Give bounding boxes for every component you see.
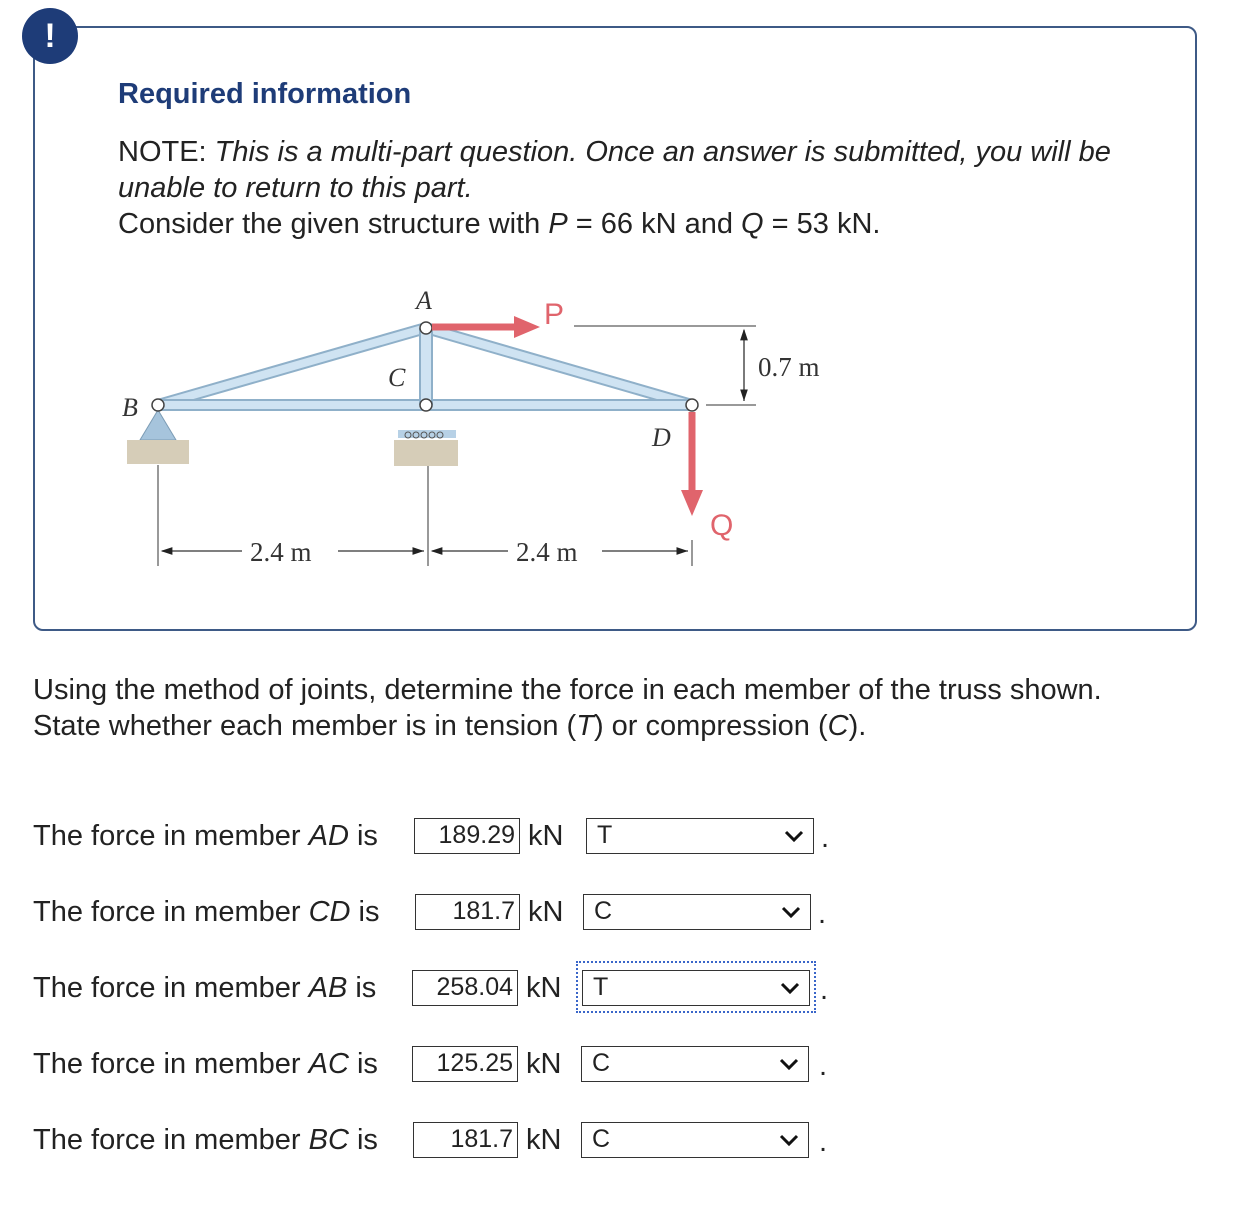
label-d: D — [652, 423, 671, 452]
force-input-cd[interactable]: 181.7 — [415, 894, 520, 930]
joint-c — [420, 399, 432, 411]
joint-b — [152, 399, 164, 411]
answer-row-ab — [33, 968, 883, 1008]
alert-icon: ! — [22, 8, 78, 64]
given-p-value: = 66 kN and — [567, 208, 742, 240]
select-value: C — [592, 1125, 611, 1153]
given-q-symbol: Q — [741, 208, 764, 240]
select-value: T — [597, 821, 613, 849]
answer-label: The force in member BC is — [33, 1124, 378, 1156]
answer-label: The force in member AC is — [33, 1048, 378, 1080]
answer-row-ac — [33, 1044, 883, 1084]
support-c — [394, 430, 458, 466]
unit-label: kN — [526, 1124, 562, 1156]
select-value: C — [592, 1049, 611, 1077]
tension-compression-select-cd[interactable] — [583, 894, 811, 930]
answer-label: The force in member CD is — [33, 896, 380, 928]
label-p: P — [544, 298, 565, 331]
answer-row-bc — [33, 1120, 883, 1160]
force-input-ac[interactable]: 125.25 — [412, 1046, 518, 1082]
given-q-value: = 53 kN. — [763, 208, 881, 240]
dim-height-label: 0.7 m — [758, 352, 820, 382]
dimension-height — [574, 326, 820, 405]
label-q: Q — [710, 509, 734, 542]
dimension-spans — [158, 465, 692, 567]
joint-d — [686, 399, 698, 411]
question-text — [33, 672, 1223, 744]
truss-figure — [110, 280, 850, 580]
question-line-1: Using the method of joints, determine the force in each member of the truss shown. — [33, 674, 1102, 706]
note-prefix: NOTE: — [118, 136, 215, 168]
unit-label: kN — [528, 820, 564, 852]
unit-label: kN — [526, 1048, 562, 1080]
period: . — [819, 1050, 828, 1082]
force-input-ad[interactable]: 189.29 — [414, 818, 520, 854]
load-q-arrow — [681, 412, 703, 516]
answer-row-ad — [33, 816, 883, 856]
period: . — [821, 822, 830, 854]
answer-row-cd — [33, 892, 883, 932]
chevron-down-icon — [779, 979, 801, 997]
tension-compression-select-ad[interactable] — [586, 818, 814, 854]
period: . — [819, 1126, 828, 1158]
unit-label: kN — [528, 896, 564, 928]
label-b: B — [122, 393, 138, 422]
period: . — [820, 974, 829, 1006]
note-body: This is a multi-part question. Once an answer is submitted, you will be unable to return to this part. — [118, 136, 1111, 204]
chevron-down-icon — [778, 1055, 800, 1073]
tension-compression-select-bc[interactable] — [581, 1122, 809, 1158]
select-value: T — [593, 973, 609, 1001]
answer-label: The force in member AB is — [33, 972, 377, 1004]
info-title: Required information — [118, 78, 412, 110]
tension-compression-select-ab[interactable] — [582, 970, 810, 1006]
dim-left-label: 2.4 m — [250, 537, 312, 567]
dim-right-label: 2.4 m — [516, 537, 578, 567]
question-line-2: State whether each member is in tension (T) or compression (C). — [33, 710, 867, 742]
chevron-down-icon — [778, 1131, 800, 1149]
answer-label: The force in member AD is — [33, 820, 378, 852]
given-prefix: Consider the given structure with — [118, 208, 549, 240]
chevron-down-icon — [783, 827, 805, 845]
force-input-bc[interactable]: 181.7 — [413, 1122, 518, 1158]
tension-compression-select-ac[interactable] — [581, 1046, 809, 1082]
period: . — [818, 898, 827, 930]
truss-members — [158, 328, 692, 405]
note-text — [118, 134, 1158, 206]
joint-a — [420, 322, 432, 334]
label-c: C — [388, 363, 406, 392]
given-values — [118, 206, 880, 242]
force-input-ab[interactable]: 258.04 — [412, 970, 518, 1006]
unit-label: kN — [526, 972, 562, 1004]
select-value: C — [594, 897, 613, 925]
chevron-down-icon — [780, 903, 802, 921]
given-p-symbol: P — [548, 208, 568, 240]
label-a: A — [416, 286, 432, 315]
